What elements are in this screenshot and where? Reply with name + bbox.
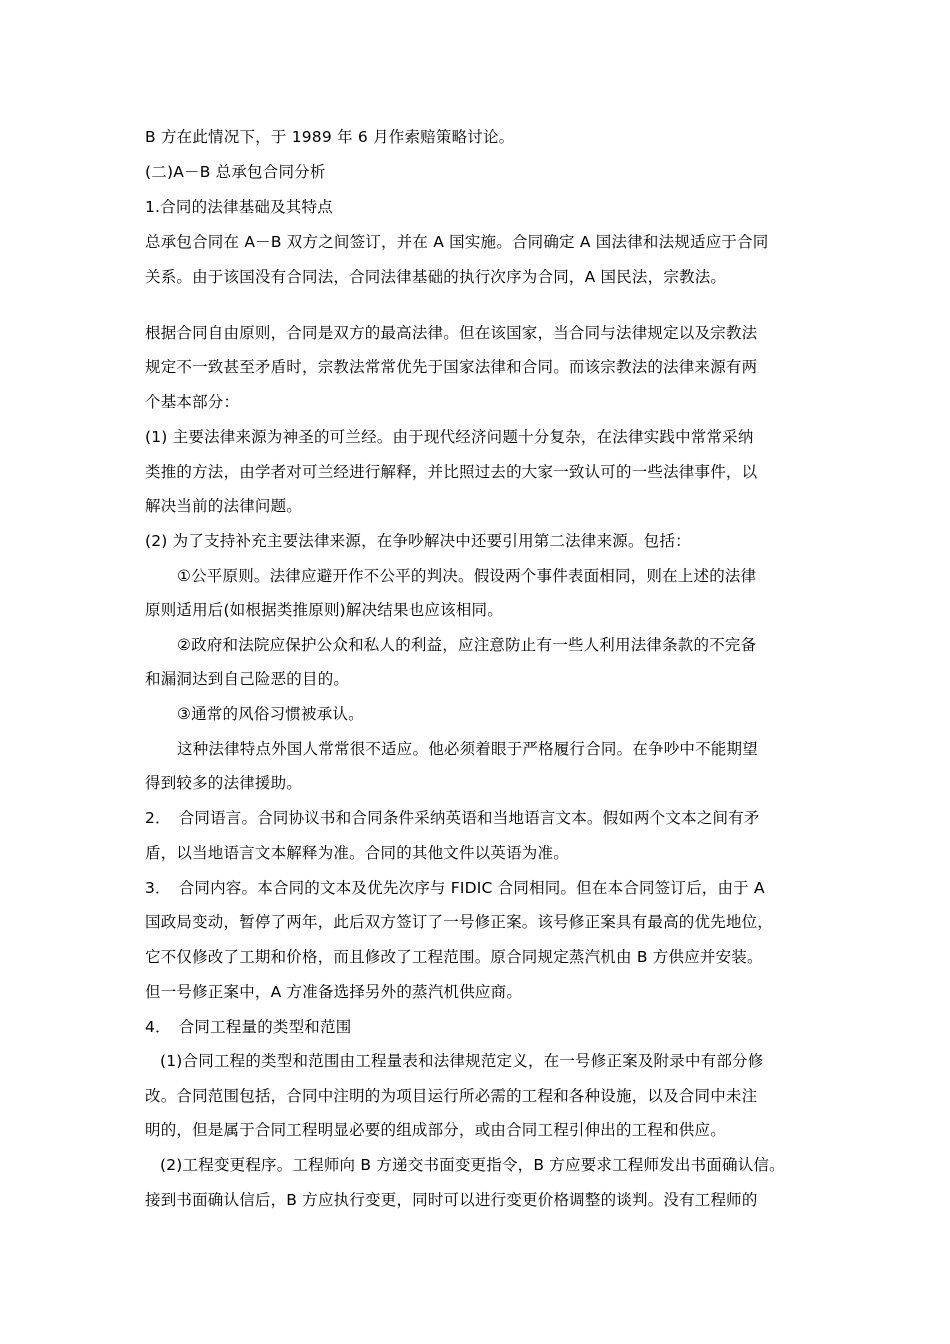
list-item: ①公平原则。法律应避开作不公平的判决。假设两个事件表面相同，则在上述的法律 [177, 567, 757, 585]
text-line: 规定不一致甚至矛盾时，宗教法常常优先于国家法律和合同。而该宗教法的法律来源有两 [145, 358, 758, 376]
text-line: 总承包合同在 A－B 双方之间签订，并在 A 国实施。合同确定 A 国法律和法规适应于合同 [145, 233, 769, 251]
list-item: 4． 合同工程量的类型和范围 [145, 1018, 352, 1036]
text-line: 根据合同自由原则，合同是双方的最高法律。但在该国家，当合同与法律规定以及宗教法 [145, 324, 758, 342]
list-item: (2) 为了支持补充主要法律来源，在争吵解决中还要引用第二法律来源。包括： [145, 532, 691, 550]
text-line: 改。合同范围包括，合同中注明的为项目运行所必需的工程和各种设施，以及合同中未注 [145, 1087, 758, 1105]
text-line: 它不仅修改了工期和价格，而且修改了工程范围。原合同规定蒸汽机由 B 方供应并安装。 [145, 948, 763, 966]
list-item: 2． 合同语言。合同协议书和合同条件采纳英语和当地语言文本。假如两个文本之间有矛 [145, 809, 760, 827]
subsection-heading: 1.合同的法律基础及其特点 [145, 198, 333, 216]
text-line: 但一号修正案中，A 方准备选择另外的蒸汽机供应商。 [145, 983, 523, 1001]
list-item: ②政府和法院应保护公众和私人的利益，应注意防止有一些人利用法律条款的不完备 [177, 636, 757, 654]
text-line: 解决当前的法律问题。 [145, 497, 303, 515]
text-line: B 方在此情况下，于 1989 年 6 月作索赔策略讨论。 [145, 128, 515, 146]
text-line: 类推的方法，由学者对可兰经进行解释，并比照过去的大家一致认可的一些法律事件，以 [145, 463, 758, 481]
section-heading: (二)A－B 总承包合同分析 [145, 163, 326, 181]
text-line: 接到书面确认信后，B 方应执行变更，同时可以进行变更价格调整的谈判。没有工程师的 [145, 1191, 758, 1209]
text-line: 个基本部分： [145, 393, 240, 411]
text-line: 盾，以当地语言文本解释为准。合同的其他文件以英语为准。 [145, 844, 569, 862]
list-item: (1) 主要法律来源为神圣的可兰经。由于现代经济问题十分复杂，在法律实践中常常采纳 [145, 428, 754, 446]
list-item: (2)工程变更程序。工程师向 B 方递交书面变更指令，B 方应要求工程师发出书面确认信。 [160, 1156, 785, 1174]
list-item: 3． 合同内容。本合同的文本及优先次序与 FIDIC 合同相同。但在本合同签订后，由于 A [145, 879, 765, 897]
text-line: 关系。由于该国没有合同法，合同法律基础的执行次序为合同，A 国民法，宗教法。 [145, 268, 727, 286]
text-line: 和漏洞达到自己险恶的目的。 [145, 670, 350, 688]
text-line: 国政局变动，暂停了两年，此后双方签订了一号修正案。该号修正案具有最高的优先地位， [145, 913, 774, 931]
text-line: 明的，但是属于合同工程明显必要的组成部分，或由合同工程引伸出的工程和供应。 [145, 1121, 726, 1139]
list-item: (1)合同工程的类型和范围由工程量表和法律规范定义，在一号修正案及附录中有部分修 [160, 1052, 764, 1070]
text-line: 得到较多的法律援助。 [145, 774, 303, 792]
text-line: 原则适用后(如根据类推原则)解决结果也应该相同。 [145, 601, 503, 619]
text-line: 这种法律特点外国人常常很不适应。他必须着眼于严格履行合同。在争吵中不能期望 [177, 740, 758, 758]
list-item: ③通常的风俗习惯被承认。 [177, 705, 364, 723]
